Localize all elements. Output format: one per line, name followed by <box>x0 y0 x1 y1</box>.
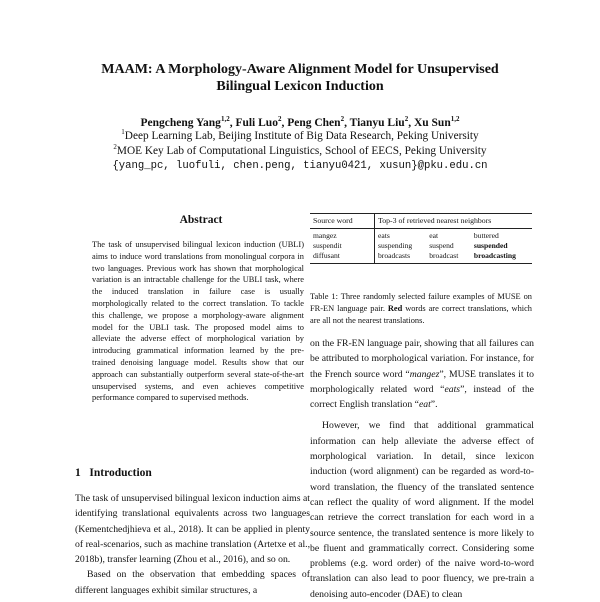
paragraph-text: on the FR-EN language pair, showing that all failures can be attributed to morphological variation. For instance, for the French source word “ <box>310 338 534 380</box>
affiliation-2 <box>40 144 560 159</box>
table-cell-source: suspendit <box>310 241 375 251</box>
author-affil-sup: 1,2 <box>450 115 460 124</box>
author-name: Pengcheng Yang <box>140 117 221 129</box>
results-table <box>310 213 532 264</box>
intro-body <box>75 491 310 598</box>
table-cell-source: diffusant <box>310 251 375 264</box>
author-separator: , <box>408 117 414 129</box>
affiliation-1 <box>40 129 560 144</box>
author-name: Tianyu Liu <box>349 117 405 129</box>
author-affil-sup: 2 <box>277 115 282 124</box>
author-affil-sup: 2 <box>404 115 409 124</box>
table-cell-neighbor-1: eats <box>378 231 390 240</box>
author-name: Fuli Luo <box>235 117 278 129</box>
paper-title <box>60 61 540 95</box>
author-separator: , <box>229 117 236 129</box>
emphasized-word: mangez <box>409 368 440 380</box>
table-caption <box>310 291 532 326</box>
affiliation-sup: 1 <box>121 128 125 137</box>
table-cell-neighbor-3: buttered <box>473 231 499 240</box>
title-line-1: MAAM: A Morphology-Aware Alignment Model for Unsupervised <box>101 62 499 77</box>
right-paragraph-2: However, we find that additional grammatical information can help alleviate the adverse effect of morphological variation. In detail, since lexicon induction (word alignment) can be regarded as word-to-word translation, the fluency of the translated sentence can reflect the quality of word alignment. If the model can retrieve the correct translation for each word in a source sentence, the translated sentence is more likely to be fluent and grammatically correct. Considering some problems (e.g. word order) of the naive word-to-word translation can also lead to poor fluency, we pre-train a denoising auto-encoder (DAE) to clean <box>310 420 534 600</box>
emphasized-word: eat <box>418 399 431 411</box>
table-cell-neighbor-2: broadcast <box>426 251 471 264</box>
author-separator: , <box>344 117 350 129</box>
intro-paragraph-1: The task of unsupervised bilingual lexicon induction aims at identifying translational equivalents across two languages (Kementchedjhieva et al., 2018). It can be applied in plenty of real-scenarios, such as machine translation (Artetxe et al., 2018b), transfer learning (Zhou et al., 2016), and so on. <box>75 493 310 566</box>
paragraph-text: ”. <box>430 399 438 411</box>
table-cell-neighbor-2: suspend <box>429 241 454 250</box>
author-name: Peng Chen <box>287 117 341 129</box>
table-header-row <box>310 214 532 229</box>
affiliation-text: MOE Key Lab of Computational Linguistics, School of EECS, Peking University <box>116 145 487 157</box>
affiliation-sup: 2 <box>113 143 117 152</box>
author-affil-sup: 1,2 <box>220 115 230 124</box>
title-line-2: Bilingual Lexicon Induction <box>216 79 384 94</box>
intro-paragraph-2: Based on the observation that embedding spaces of different languages exhibit similar structures, a <box>75 569 310 596</box>
author-separator: , <box>281 117 288 129</box>
author-name: Xu Sun <box>413 117 451 129</box>
affiliation-text: Deep Learning Lab, Beijing Institute of Big Data Research, Peking University <box>124 130 479 142</box>
caption-text: words are correct translations, which are all not the nearest translations. <box>310 303 532 325</box>
table-cell-source: mangez <box>310 229 375 242</box>
right-paragraph-1 <box>310 336 534 412</box>
table-cell-neighbor-3: broadcasting <box>471 251 532 264</box>
table-cell-neighbor-1: suspending <box>378 241 413 250</box>
emphasized-word: eats <box>444 383 461 395</box>
table-row <box>310 229 532 242</box>
author-affil-sup: 2 <box>340 115 345 124</box>
table-cell-neighbor-2: eat <box>429 231 439 240</box>
paragraph-text: ”, MUSE translates it to morphologically related word “ <box>310 368 535 395</box>
table-cell-neighbor-1: broadcasts <box>375 251 427 264</box>
abstract-heading: Abstract <box>179 214 223 226</box>
paragraph-text: ”, instead of the correct English translation “ <box>310 383 534 411</box>
caption-bold-word: Red <box>387 303 403 313</box>
table-row <box>310 241 532 251</box>
table-header-source: Source word <box>310 214 375 229</box>
section-heading-introduction: 1 Introduction <box>75 467 152 479</box>
table-cell-neighbor-3: suspended <box>473 241 508 250</box>
right-column-body <box>310 336 534 602</box>
table-header-neighbors: Top-3 of retrieved nearest neighbors <box>375 214 533 229</box>
table-row <box>310 251 532 264</box>
author-emails: {yang_pc, luofuli, chen.peng, tianyu0421, xusun}@pku.edu.cn <box>112 160 488 172</box>
caption-text: Table 1: Three randomly selected failure examples of MUSE on FR-EN language pair. <box>310 292 532 313</box>
abstract-text: The task of unsupervised bilingual lexicon induction (UBLI) aims to induce word translations from monolingual corpora in two languages. Previous work has shown that morphological variation is an intractable challenge for the UBLI task, where the induced translation in failure case is usually morphologically related to the correct translation. To tackle this challenge, we propose a morphology-aware alignment model for the UBLI task. The proposed model aims to alleviate the adverse effect of morphological variation by introducing grammatical information learned by the pre-trained denoising language model. Results show that our approach can substantially outperform several state-of-the-art unsupervised systems, and even achieves competitive performance compared to supervised methods. <box>92 240 304 403</box>
